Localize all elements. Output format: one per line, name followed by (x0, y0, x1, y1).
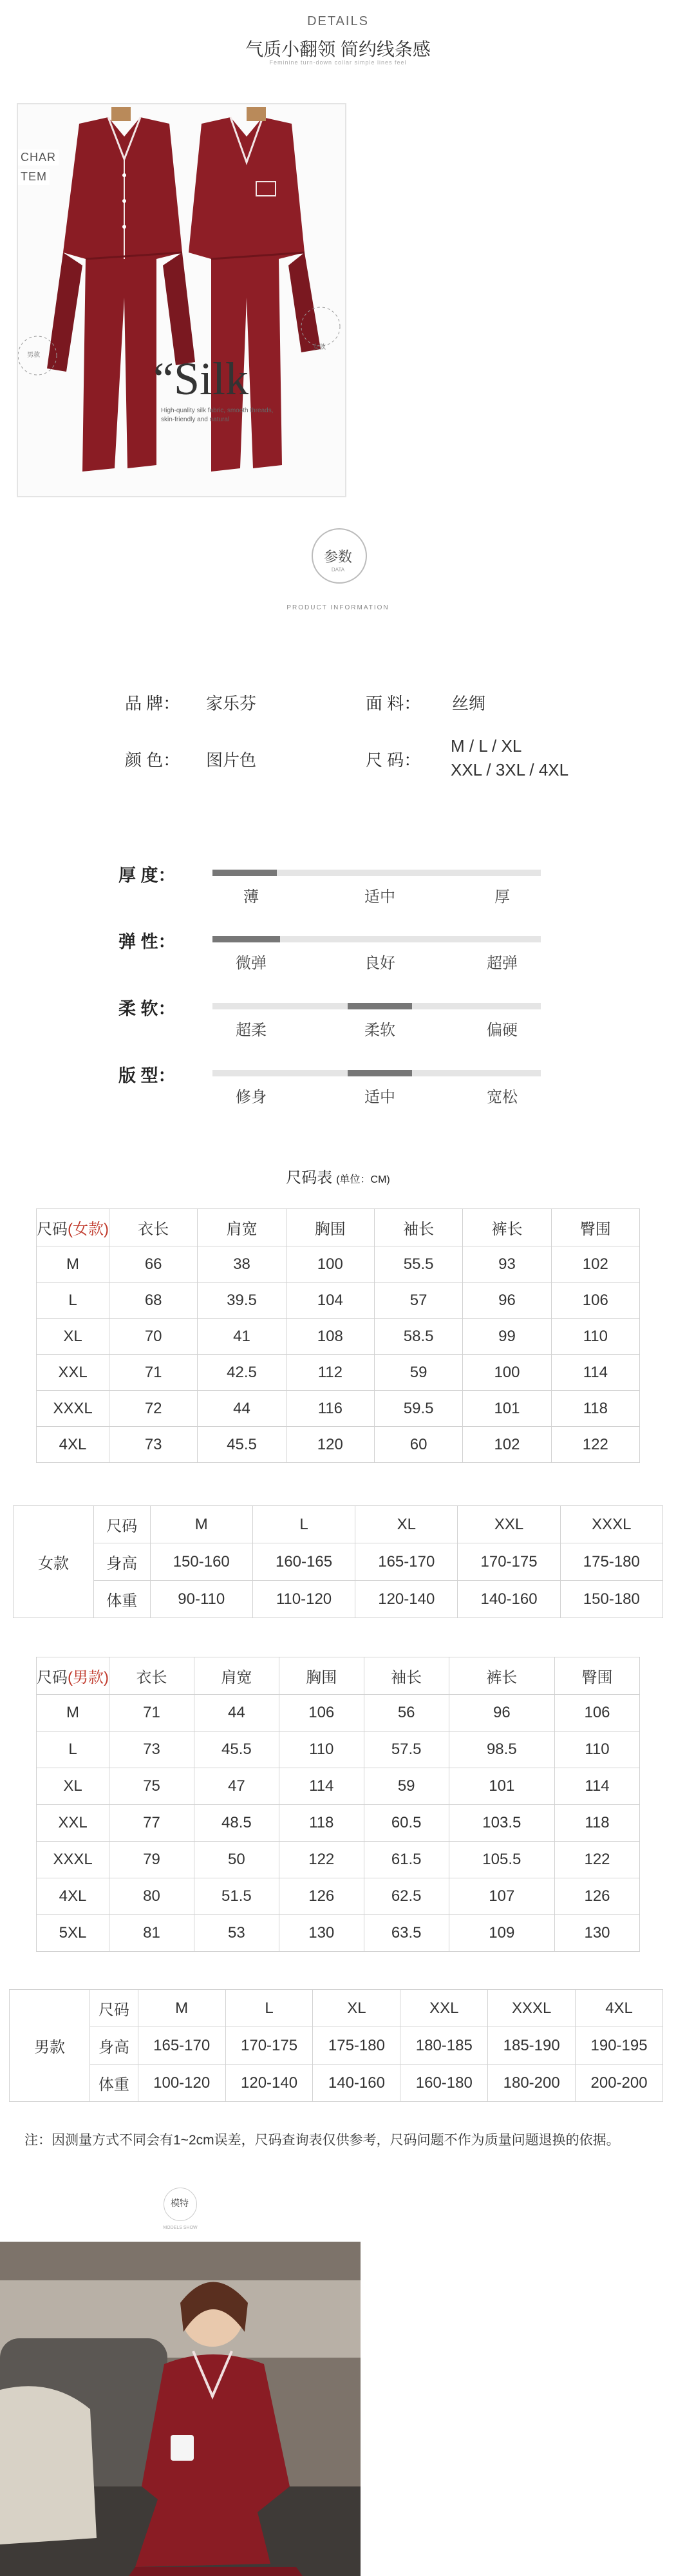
women-fit-cell: 150-160 (150, 1543, 252, 1581)
women-size-cell: 68 (109, 1283, 198, 1319)
women-fit-cell: 110-120 (252, 1581, 355, 1618)
men-size-cell: 5XL (37, 1915, 109, 1952)
men-size-cell: 80 (109, 1878, 194, 1915)
men-size-cell: 118 (555, 1805, 640, 1842)
women-fit-cell: 90-110 (150, 1581, 252, 1618)
women-size-cell: L (37, 1283, 109, 1319)
size-chart-unit: (单位：CM) (336, 1174, 390, 1185)
details-subtitle: 气质小翻领 简约线条感 (245, 39, 431, 59)
women-size-col-header: 臀围 (551, 1209, 639, 1246)
thickness-tick-3: 厚 (494, 888, 510, 906)
women-tag: 女款 (313, 344, 326, 351)
men-fit-cell: 165-170 (138, 2027, 225, 2065)
women-fit-cell: 150-180 (560, 1581, 662, 1618)
women-size-cell: 101 (463, 1391, 551, 1427)
women-size-cell: 70 (109, 1319, 198, 1355)
women-size-row (37, 1427, 640, 1463)
women-fit-cell: 165-170 (355, 1543, 458, 1581)
men-size-cell: 103.5 (449, 1805, 554, 1842)
size-value-line-1: M / L / XL (451, 736, 522, 756)
women-size-col-header: 袖长 (374, 1209, 462, 1246)
men-size-cell: 118 (279, 1805, 364, 1842)
softness-label: 柔 软： (118, 999, 176, 1018)
silk-note-line-1: High-quality silk fabric, smooth threads, (161, 407, 274, 414)
women-fit-label: 女款 (14, 1506, 94, 1618)
men-fit-cell: 120-140 (225, 2065, 313, 2102)
women-fit-cell: 身高 (94, 1543, 151, 1581)
women-size-cell: 99 (463, 1319, 551, 1355)
women-size-cell: 100 (286, 1246, 374, 1283)
men-size-row (37, 1842, 640, 1878)
women-size-row (37, 1283, 640, 1319)
men-size-table (36, 1657, 640, 1952)
men-size-row (37, 1915, 640, 1952)
men-header-prefix: 尺码 (37, 1669, 68, 1686)
women-size-cell: 45.5 (198, 1427, 286, 1463)
women-header-size (37, 1209, 109, 1246)
men-size-cell: 106 (555, 1695, 640, 1732)
women-header-tag: (女款) (68, 1221, 109, 1238)
thickness-tick-2: 适中 (364, 888, 395, 906)
women-fit-cell: 170-175 (458, 1543, 560, 1581)
women-size-table (36, 1208, 640, 1463)
women-size-cell: 39.5 (198, 1283, 286, 1319)
thickness-tick-1: 薄 (243, 888, 259, 906)
men-size-row (37, 1768, 640, 1805)
params-badge-sub: DATA (331, 567, 345, 573)
size-chart-title-text: 尺码表 (286, 1169, 333, 1187)
men-size-cell: 105.5 (449, 1842, 554, 1878)
men-size-cell: 110 (555, 1732, 640, 1768)
women-size-cell: 73 (109, 1427, 198, 1463)
men-fit-cell: L (225, 1990, 313, 2027)
men-tag: 男款 (27, 352, 40, 359)
men-size-cell: 44 (194, 1695, 279, 1732)
size-label: 尺 码： (366, 750, 421, 770)
men-size-row (37, 1732, 640, 1768)
women-size-cell: 118 (551, 1391, 639, 1427)
softness-tick-2: 柔软 (364, 1022, 395, 1039)
men-size-cell: 56 (364, 1695, 449, 1732)
men-size-cell: XXXL (37, 1842, 109, 1878)
women-size-cell: 110 (551, 1319, 639, 1355)
color-value: 图片色 (206, 750, 257, 770)
women-size-cell: 57 (374, 1283, 462, 1319)
women-size-cell: 96 (463, 1283, 551, 1319)
women-size-cell: 100 (463, 1355, 551, 1391)
men-size-cell: 63.5 (364, 1915, 449, 1952)
model-photo (0, 2242, 361, 2576)
men-size-cell: 77 (109, 1805, 194, 1842)
women-size-cell: 116 (286, 1391, 374, 1427)
men-size-cell: 114 (555, 1768, 640, 1805)
men-fit-cell: 170-175 (225, 2027, 313, 2065)
women-fit-cell: XXL (458, 1506, 560, 1543)
women-size-col-header: 裤长 (463, 1209, 551, 1246)
thickness-label: 厚 度： (118, 866, 176, 885)
men-size-col-header: 胸围 (279, 1657, 364, 1695)
women-size-cell: 38 (198, 1246, 286, 1283)
side-text-top: CHAR (18, 149, 59, 166)
men-size-cell: 122 (555, 1842, 640, 1878)
women-fit-cell: 尺码 (94, 1506, 151, 1543)
men-header-tag: (男款) (68, 1669, 109, 1686)
men-size-row (37, 1878, 640, 1915)
men-size-col-header: 袖长 (364, 1657, 449, 1695)
women-size-cell: 71 (109, 1355, 198, 1391)
men-size-cell: 81 (109, 1915, 194, 1952)
elasticity-tick-1: 微弹 (236, 955, 267, 972)
elasticity-tick-3: 超弹 (487, 955, 518, 972)
men-size-row (37, 1805, 640, 1842)
women-fit-cell: M (150, 1506, 252, 1543)
men-size-cell: XXL (37, 1805, 109, 1842)
women-size-row (37, 1391, 640, 1427)
women-fit-row-weight (14, 1581, 663, 1618)
size-chart-title (0, 1165, 676, 1187)
women-size-cell: 120 (286, 1427, 374, 1463)
women-size-cell: 122 (551, 1427, 639, 1463)
model-badge-sub: MODELS SHOW (163, 2226, 198, 2230)
men-fit-label: 男款 (10, 1990, 90, 2102)
women-fit-cell: 体重 (94, 1581, 151, 1618)
men-size-cell: 98.5 (449, 1732, 554, 1768)
women-size-cell: 114 (551, 1355, 639, 1391)
men-size-cell: L (37, 1732, 109, 1768)
women-size-cell: 104 (286, 1283, 374, 1319)
men-size-cell: 75 (109, 1768, 194, 1805)
details-title: DETAILS (307, 14, 369, 28)
women-size-row (37, 1355, 640, 1391)
softness-tick-3: 偏硬 (487, 1022, 518, 1039)
women-size-cell: M (37, 1246, 109, 1283)
men-size-cell: 126 (555, 1878, 640, 1915)
model-illustration (0, 2242, 361, 2576)
men-size-cell: 61.5 (364, 1842, 449, 1878)
men-size-cell: 106 (279, 1695, 364, 1732)
men-fit-cell: 100-120 (138, 2065, 225, 2102)
product-information-label: PRODUCT INFORMATION (286, 604, 390, 611)
women-size-cell: 108 (286, 1319, 374, 1355)
product-photo (17, 103, 346, 497)
men-size-cell: 48.5 (194, 1805, 279, 1842)
women-size-cell: XXL (37, 1355, 109, 1391)
men-fit-cell: 175-180 (313, 2027, 400, 2065)
elasticity-tick-2: 良好 (364, 955, 395, 972)
men-size-row (37, 1695, 640, 1732)
men-size-col-header: 臀围 (555, 1657, 640, 1695)
women-size-cell: XL (37, 1319, 109, 1355)
women-size-cell: 66 (109, 1246, 198, 1283)
women-fit-cell: 160-165 (252, 1543, 355, 1581)
men-size-cell: 57.5 (364, 1732, 449, 1768)
pajama-illustration (18, 104, 345, 496)
men-size-cell: 45.5 (194, 1732, 279, 1768)
thickness-bar-fill (212, 870, 277, 876)
men-fit-cell: 200-200 (576, 2065, 663, 2102)
men-size-cell: 122 (279, 1842, 364, 1878)
fit-tick-2: 适中 (364, 1089, 395, 1106)
men-fit-table (9, 1989, 663, 2102)
men-size-col-header: 裤长 (449, 1657, 554, 1695)
men-fit-cell: M (138, 1990, 225, 2027)
women-size-row (37, 1319, 640, 1355)
silk-note-line-2: skin-friendly and natural (161, 416, 230, 423)
men-size-cell: 62.5 (364, 1878, 449, 1915)
measurement-note: 注：因测量方式不同会有1~2cm误差，尺码查询表仅供参考，尺码问题不作为质量问题退换的依据。 (24, 2133, 620, 2148)
size-value-line-2: XXL / 3XL / 4XL (451, 760, 569, 779)
men-size-cell: 107 (449, 1878, 554, 1915)
women-fit-table (13, 1505, 663, 1618)
women-size-row (37, 1246, 640, 1283)
men-size-cell: 130 (555, 1915, 640, 1952)
elasticity-bar-fill (212, 936, 280, 942)
men-header-size (37, 1657, 109, 1695)
fit-label: 版 型： (118, 1066, 176, 1085)
women-size-cell: 102 (463, 1427, 551, 1463)
women-size-cell: 42.5 (198, 1355, 286, 1391)
softness-tick-1: 超柔 (236, 1022, 267, 1039)
brand-label: 品 牌： (125, 694, 180, 713)
women-size-col-header: 衣长 (109, 1209, 198, 1246)
brand-value: 家乐芬 (206, 694, 257, 713)
silk-word: “Silk (153, 353, 249, 405)
men-size-cell: 130 (279, 1915, 364, 1952)
women-fit-row-height (14, 1543, 663, 1581)
women-fit-cell: L (252, 1506, 355, 1543)
men-size-col-header: 肩宽 (194, 1657, 279, 1695)
men-fit-cell: XXXL (488, 1990, 576, 2027)
fabric-label: 面 料： (366, 694, 421, 713)
women-size-cell: 44 (198, 1391, 286, 1427)
men-size-cell: 109 (449, 1915, 554, 1952)
color-label: 颜 色： (125, 750, 180, 770)
men-fit-cell: 体重 (90, 2065, 138, 2102)
softness-bar-fill (348, 1003, 412, 1009)
men-fit-cell: 190-195 (576, 2027, 663, 2065)
men-fit-cell: 身高 (90, 2027, 138, 2065)
men-fit-cell: 180-185 (400, 2027, 488, 2065)
men-size-cell: 79 (109, 1842, 194, 1878)
women-size-cell: 106 (551, 1283, 639, 1319)
women-size-cell: 55.5 (374, 1246, 462, 1283)
fabric-value: 丝绸 (452, 694, 486, 713)
women-fit-cell: 120-140 (355, 1581, 458, 1618)
men-size-cell: 4XL (37, 1878, 109, 1915)
men-fit-cell: 180-200 (488, 2065, 576, 2102)
women-size-col-header: 胸围 (286, 1209, 374, 1246)
women-fit-row-header (14, 1506, 663, 1543)
fit-bar-fill (348, 1070, 412, 1076)
women-size-cell: 58.5 (374, 1319, 462, 1355)
men-size-cell: 114 (279, 1768, 364, 1805)
women-size-cell: 59.5 (374, 1391, 462, 1427)
men-size-col-header: 衣长 (109, 1657, 194, 1695)
men-fit-cell: 4XL (576, 1990, 663, 2027)
men-fit-cell: 160-180 (400, 2065, 488, 2102)
women-size-cell: XXXL (37, 1391, 109, 1427)
men-size-cell: 96 (449, 1695, 554, 1732)
women-size-cell: 112 (286, 1355, 374, 1391)
women-size-cell: 60 (374, 1427, 462, 1463)
men-size-cell: 50 (194, 1842, 279, 1878)
women-fit-cell: 175-180 (560, 1543, 662, 1581)
elasticity-label: 弹 性： (118, 932, 176, 951)
model-badge-text: 模特 (171, 2198, 189, 2208)
women-size-cell: 72 (109, 1391, 198, 1427)
men-size-cell: 53 (194, 1915, 279, 1952)
women-size-cell: 59 (374, 1355, 462, 1391)
men-fit-cell: 尺码 (90, 1990, 138, 2027)
side-text-bottom: TEM (18, 169, 50, 185)
women-size-cell: 41 (198, 1319, 286, 1355)
men-size-cell: XL (37, 1768, 109, 1805)
women-fit-cell: 140-160 (458, 1581, 560, 1618)
men-size-cell: 126 (279, 1878, 364, 1915)
women-fit-cell: XL (355, 1506, 458, 1543)
fit-tick-3: 宽松 (487, 1089, 518, 1106)
women-fit-cell: XXXL (560, 1506, 662, 1543)
men-size-cell: 71 (109, 1695, 194, 1732)
details-tiny-text: Feminine turn-down collar simple lines feel (269, 59, 407, 66)
men-fit-cell: 185-190 (488, 2027, 576, 2065)
men-size-cell: 110 (279, 1732, 364, 1768)
men-size-cell: 59 (364, 1768, 449, 1805)
men-fit-row-height (10, 2027, 663, 2065)
men-fit-cell: XL (313, 1990, 400, 2027)
women-size-cell: 93 (463, 1246, 551, 1283)
men-size-cell: 47 (194, 1768, 279, 1805)
men-size-cell: 73 (109, 1732, 194, 1768)
men-size-cell: 60.5 (364, 1805, 449, 1842)
women-size-cell: 102 (551, 1246, 639, 1283)
men-fit-cell: 140-160 (313, 2065, 400, 2102)
fit-tick-1: 修身 (236, 1089, 267, 1106)
women-size-cell: 4XL (37, 1427, 109, 1463)
men-size-cell: 101 (449, 1768, 554, 1805)
women-header-prefix: 尺码 (37, 1221, 68, 1238)
men-fit-row-header (10, 1990, 663, 2027)
women-size-col-header: 肩宽 (198, 1209, 286, 1246)
params-badge-text: 参数 (323, 549, 352, 565)
men-fit-cell: XXL (400, 1990, 488, 2027)
men-size-cell: 51.5 (194, 1878, 279, 1915)
men-size-cell: M (37, 1695, 109, 1732)
men-fit-row-weight (10, 2065, 663, 2102)
